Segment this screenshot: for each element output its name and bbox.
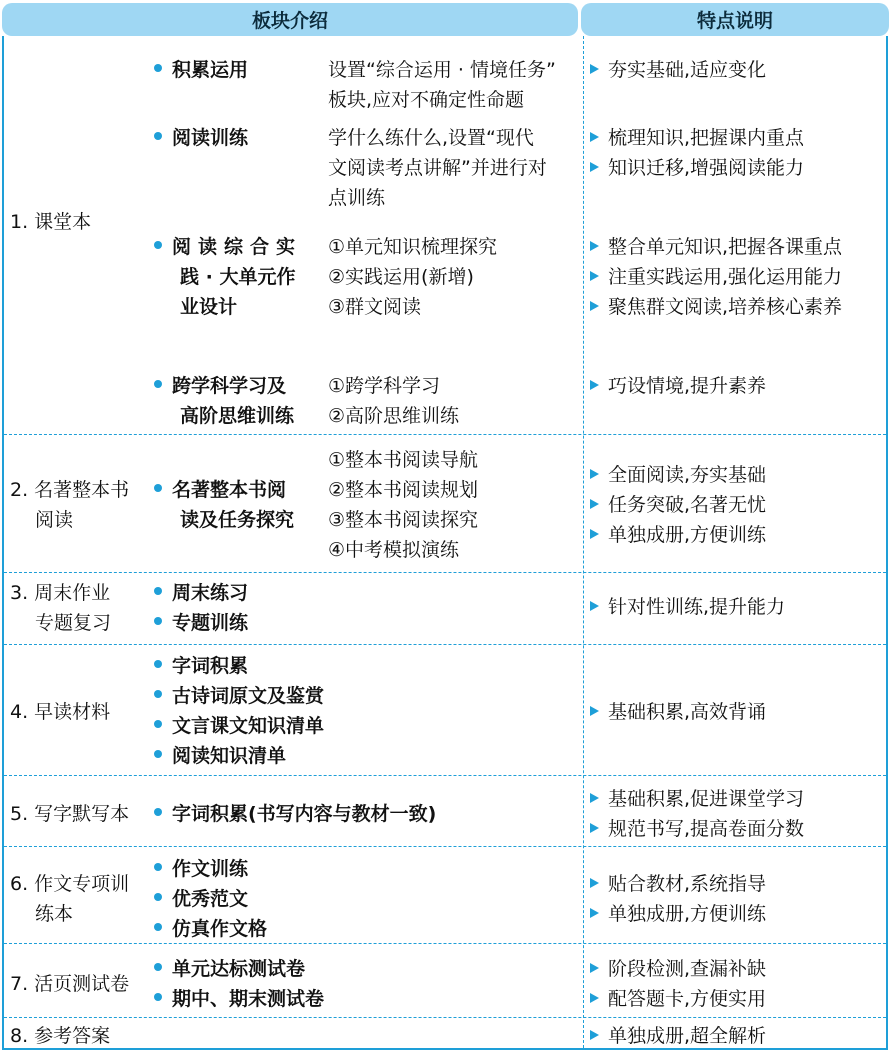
feature-item: 阶段检测,查漏补缺 xyxy=(590,954,766,984)
header-features: 特点说明 xyxy=(581,3,889,36)
column-divider xyxy=(583,36,584,1048)
item-continuation: 高阶思维训练 xyxy=(180,405,295,427)
detail-line: ①跨学科学习 xyxy=(328,375,441,397)
item-kuaxueke: 跨学科学习及 xyxy=(154,371,286,401)
section-label-zaodu: 4. 早读材料 xyxy=(10,701,111,723)
section-label-continuation: 练本 xyxy=(35,903,74,925)
feature-item: 规范书写,提高卷面分数 xyxy=(590,814,804,844)
item-bullet: 作文训练 xyxy=(154,854,248,884)
item-bullet: 古诗词原文及鉴赏 xyxy=(154,681,324,711)
row-divider xyxy=(4,943,886,944)
feature-item: 针对性训练,提升能力 xyxy=(590,592,785,622)
item-mingzhu: 名著整本书阅 xyxy=(154,475,286,505)
feature-item: 单独成册,方便训练 xyxy=(590,520,766,550)
row-divider xyxy=(4,846,886,847)
feature-item: 基础积累,高效背诵 xyxy=(590,697,766,727)
feature-item: 配答题卡,方便实用 xyxy=(590,984,766,1014)
section-label-mingzhu: 2. 名著整本书 xyxy=(10,479,130,501)
section-label-cankao: 8. 参考答案 xyxy=(10,1025,111,1047)
item-continuation: 读及任务探究 xyxy=(180,509,295,531)
feature-item: 贴合教材,系统指导 xyxy=(590,869,766,899)
item-jileiyunyong: 积累运用 xyxy=(154,55,248,85)
detail-line: ③整本书阅读探究 xyxy=(328,509,479,531)
detail-line: ④中考模拟演练 xyxy=(328,539,460,561)
row-divider xyxy=(4,1017,886,1018)
feature-item: 知识迁移,增强阅读能力 xyxy=(590,153,804,183)
feature-item: 梳理知识,把握课内重点 xyxy=(590,123,804,153)
feature-item: 单独成册,超全解析 xyxy=(590,1021,766,1051)
item-bullet: 字词积累(书写内容与教材一致) xyxy=(154,799,436,829)
feature-item: 基础积累,促进课堂学习 xyxy=(590,784,804,814)
item-bullet: 字词积累 xyxy=(154,651,248,681)
section-label-continuation: 阅读 xyxy=(35,509,74,531)
section-label-zhoumo: 3. 周末作业 xyxy=(10,582,111,604)
section-label-xiezi: 5. 写字默写本 xyxy=(10,803,130,825)
detail-line: 设置“综合运用 · 情境任务” xyxy=(328,59,556,81)
item-yuedushijian: 阅读综合实 xyxy=(154,232,302,262)
item-bullet: 阅读知识清单 xyxy=(154,741,286,771)
feature-item: 聚焦群文阅读,培养核心素养 xyxy=(590,292,842,322)
item-bullet: 单元达标测试卷 xyxy=(154,954,305,984)
detail-line: 文阅读考点讲解”并进行对 xyxy=(328,157,547,179)
item-bullet: 周末练习 xyxy=(154,578,248,608)
detail-line: ②实践运用(新增) xyxy=(328,266,474,288)
row-divider xyxy=(4,775,886,776)
row-divider xyxy=(4,644,886,645)
detail-line: ②整本书阅读规划 xyxy=(328,479,479,501)
header-board-intro: 板块介绍 xyxy=(2,3,578,36)
item-continuation: 践 · 大单元作 xyxy=(180,266,296,288)
detail-line: ①单元知识梳理探究 xyxy=(328,236,498,258)
section-label-ketangben: 1. 课堂本 xyxy=(10,211,92,233)
detail-line: 点训练 xyxy=(328,187,386,209)
feature-item: 单独成册,方便训练 xyxy=(590,899,766,929)
item-bullet: 期中、期末测试卷 xyxy=(154,984,324,1014)
item-yueduxunlian: 阅读训练 xyxy=(154,123,248,153)
row-divider xyxy=(4,572,886,573)
feature-item: 全面阅读,夯实基础 xyxy=(590,460,766,490)
section-label-huoye: 7. 活页测试卷 xyxy=(10,973,130,995)
item-continuation: 业设计 xyxy=(180,296,238,318)
detail-line: ③群文阅读 xyxy=(328,296,422,318)
section-label-continuation: 专题复习 xyxy=(35,612,112,634)
feature-item: 注重实践运用,强化运用能力 xyxy=(590,262,842,292)
item-bullet: 仿真作文格 xyxy=(154,914,267,944)
feature-item: 任务突破,名著无忧 xyxy=(590,490,766,520)
detail-line: ①整本书阅读导航 xyxy=(328,449,479,471)
feature-item: 夯实基础,适应变化 xyxy=(590,55,766,85)
detail-line: 学什么练什么,设置“现代 xyxy=(328,127,534,149)
item-bullet: 专题训练 xyxy=(154,608,248,638)
row-divider xyxy=(4,434,886,435)
detail-line: 板块,应对不确定性命题 xyxy=(328,89,525,111)
detail-line: ②高阶思维训练 xyxy=(328,405,460,427)
feature-item: 巧设情境,提升素养 xyxy=(590,371,766,401)
item-bullet: 优秀范文 xyxy=(154,884,248,914)
section-label-zuowen: 6. 作文专项训 xyxy=(10,873,130,895)
feature-item: 整合单元知识,把握各课重点 xyxy=(590,232,842,262)
item-bullet: 文言课文知识清单 xyxy=(154,711,324,741)
